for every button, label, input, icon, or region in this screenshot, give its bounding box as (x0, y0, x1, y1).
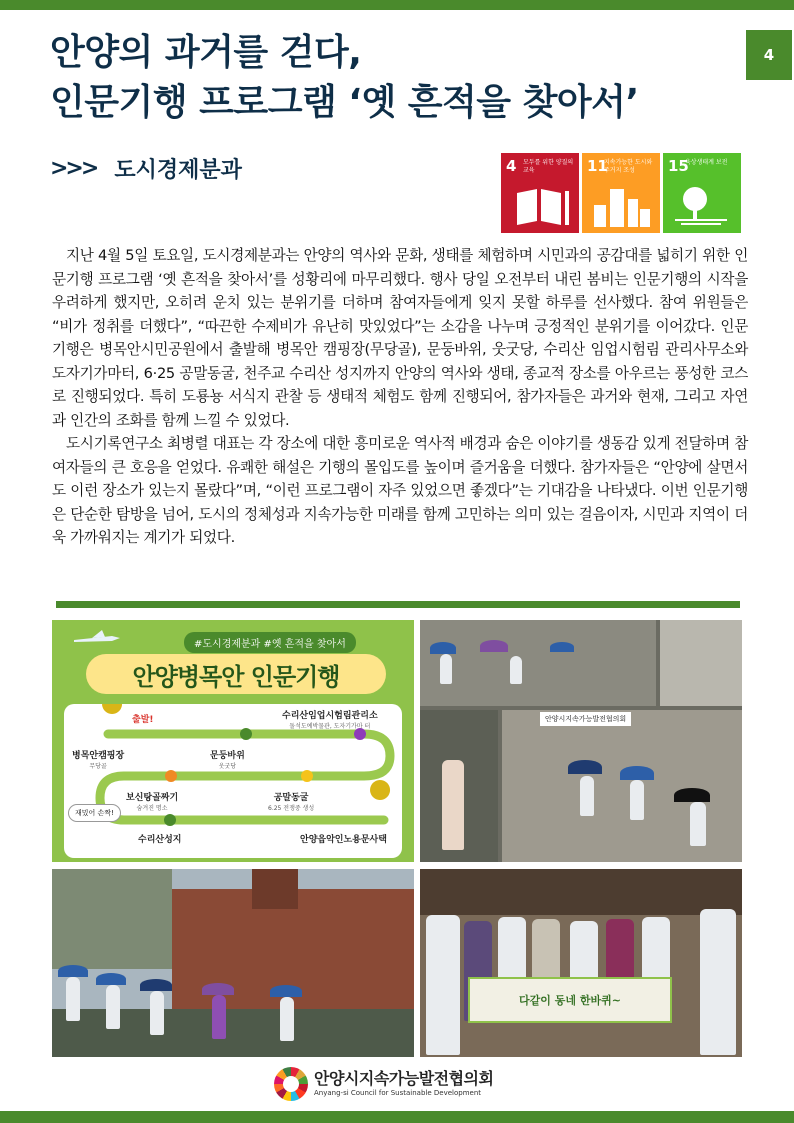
top-accent-bar (0, 0, 794, 10)
hashtag-banner: #도시경제분과 #옛 흔적을 찾아서 (184, 632, 356, 653)
route-stop (282, 708, 378, 730)
stop-name: 병목안캠핑장 (72, 751, 125, 761)
person-figure (150, 991, 164, 1035)
route-card (64, 704, 402, 858)
stop-sub: 6.25 전쟁중 생성 (268, 805, 315, 812)
umbrella-icon (140, 979, 172, 991)
title-line-1: 안양의 과거를 걷다, (50, 32, 362, 73)
route-stop (300, 832, 387, 845)
article-body (52, 244, 748, 550)
person-figure (690, 802, 706, 846)
council-name-ko: 안양시지속가능발전협의회 (314, 1069, 494, 1088)
sdg-label: 모두를 위한 양질의 교육 (523, 159, 574, 174)
person-figure (66, 977, 80, 1021)
stop-sub: 웃굿당 (218, 763, 237, 770)
umbrella-icon (480, 640, 508, 652)
person-figure (580, 776, 594, 816)
photo-panel-signpost (660, 620, 742, 706)
sdg-number: 4 (506, 157, 517, 175)
photo-walk-in-rain (420, 620, 742, 862)
pavilion-roof (420, 869, 742, 915)
sdg-badge-15 (663, 153, 741, 233)
group-banner: 다같이 동네 한바퀴~ (468, 977, 672, 1023)
stop-name: 안양읍악인노용문사택 (300, 835, 387, 845)
sdg-number: 11 (587, 157, 608, 175)
sdg-badge-4 (501, 153, 579, 233)
sdg-label: 육상생태계 보전 (685, 159, 728, 166)
page-number: 4 (746, 30, 792, 80)
speech-bubble: 재밌어 손짝! (68, 804, 121, 822)
stop-sub: 무당골 (89, 763, 107, 770)
department-heading (50, 150, 242, 186)
person-figure (630, 780, 644, 820)
sdg-badge-11 (582, 153, 660, 233)
person-figure (440, 654, 452, 684)
book-icon (509, 185, 571, 227)
stop-name: 문둥바위 (210, 751, 245, 761)
photo-panel-shrine (502, 710, 742, 862)
umbrella-icon (58, 965, 88, 977)
triple-chevron-icon: >>> (50, 155, 97, 181)
stop-name: 공말동굴 (273, 793, 309, 803)
umbrella-icon (96, 973, 126, 985)
page-title (50, 28, 740, 128)
council-name-en: Anyang-si Council for Sustainable Development (314, 1089, 482, 1097)
article-paragraph: 지난 4월 5일 토요일, 도시경제분과는 안양의 역사와 문화, 생태를 체험하며 시민과의 공감대를 넓히기 위한 인문기행 프로그램 ‘옛 흔적을 찾아서’를 성황리에 마무리했다. 행사 당일 오전부터 내린 봄비는 인문기행의 시작을 우려하게 했지만, 오히려 운치 있는 분위기를 더하며 참여자들에게 잊지 못할 하루를 선사했다. 참여 위원들은 “비가 정취를 더했다”, “따끈한 수제비가 유난히 맛있었다”는 소감을 나누며 긍정적인 분위기를 이어갔다. 인문기행은 병목안시민공원에서 출발해 병목안 캠핑장(무당골), 문둥바위, 웃굿당, 수리산 임업시험림 관리사무소와 도자기가마터, 6·25 공말동굴, 천주교 수리산 성지까지 안양의 역사와 생태, 종교적 장소를 아우르는 풍성한 코스로 진행되었다. 특히 도룡뇽 서식지 관찰 등 생태적 체험도 함께 진행되어, 참가자들은 과거와 현재, 그리고 자연과 인간의 조화를 함께 느낄 수 있었다. (52, 247, 748, 429)
photo-church (52, 869, 414, 1057)
statue-figure (442, 760, 464, 850)
person-figure (212, 995, 226, 1039)
umbrella-icon (202, 983, 234, 995)
stop-sub: 숨겨진 명소 (136, 805, 168, 812)
route-stop (72, 748, 124, 770)
start-note: 출발! (132, 715, 154, 725)
buildings-icon (590, 185, 652, 227)
airplane-icon (72, 628, 122, 650)
council-logo (274, 1066, 493, 1102)
person-figure (426, 915, 460, 1055)
bottom-accent-bar (0, 1111, 794, 1123)
person-figure (700, 909, 736, 1055)
stop-name: 보신탕골짜기 (126, 793, 179, 803)
umbrella-icon (270, 985, 302, 997)
umbrella-icon (430, 642, 456, 654)
umbrella-icon (674, 788, 710, 802)
person-figure (106, 985, 120, 1029)
stop-name: 수리산임업시험림관리소 (282, 711, 378, 721)
sdg-wheel-icon (274, 1067, 308, 1101)
photo-panel-road (420, 620, 656, 706)
umbrella-icon (550, 642, 574, 652)
tree-icon (671, 185, 733, 227)
route-stop (210, 748, 245, 770)
route-map-poster (52, 620, 414, 862)
stop-sub: 돌석도예박물관, 도자기가마 터 (289, 723, 371, 730)
poster-title: 안양병목안 인문기행 (86, 654, 386, 694)
section-divider (56, 601, 740, 608)
article-paragraph: 도시기록연구소 최병렬 대표는 각 장소에 대한 흥미로운 역사적 배경과 숨은 이야기를 생동감 있게 전달하며 참여자들의 큰 호응을 얻었다. 유쾌한 해설은 기행의 몰입도를 높이며 즐거움을 더했다. 참가자들은 “안양에 살면서도 이런 장소가 있는지 몰랐다”며, “이런 프로그램이 자주 있었으면 좋겠다”는 기대감을 나타냈다. 이번 인문기행은 단순한 탐방을 넘어, 도시의 정체성과 지속가능한 미래를 함께 고민하는 의미 있는 걸음이자, 시민과 지역이 더욱 가까워지는 계기가 되었다. (52, 435, 748, 546)
sdg-label: 지속가능한 도시와 주거지 조성 (604, 159, 653, 174)
department-name: 도시경제분과 (114, 157, 242, 183)
route-stop (138, 832, 181, 845)
person-figure (280, 997, 294, 1041)
council-sign: 안양시지속가능발전협의회 (540, 712, 631, 726)
route-stop (126, 790, 178, 812)
sdg-number: 15 (668, 157, 689, 175)
church-tower (252, 869, 298, 909)
person-figure (510, 656, 522, 684)
route-stop (268, 790, 314, 812)
title-line-2: 인문기행 프로그램 ‘옛 흔적을 찾아서’ (50, 82, 639, 123)
trees-background (52, 869, 172, 969)
stop-name: 수리산성지 (138, 835, 182, 845)
photo-group-banner (420, 869, 742, 1057)
umbrella-icon (568, 760, 602, 774)
umbrella-icon (620, 766, 654, 780)
